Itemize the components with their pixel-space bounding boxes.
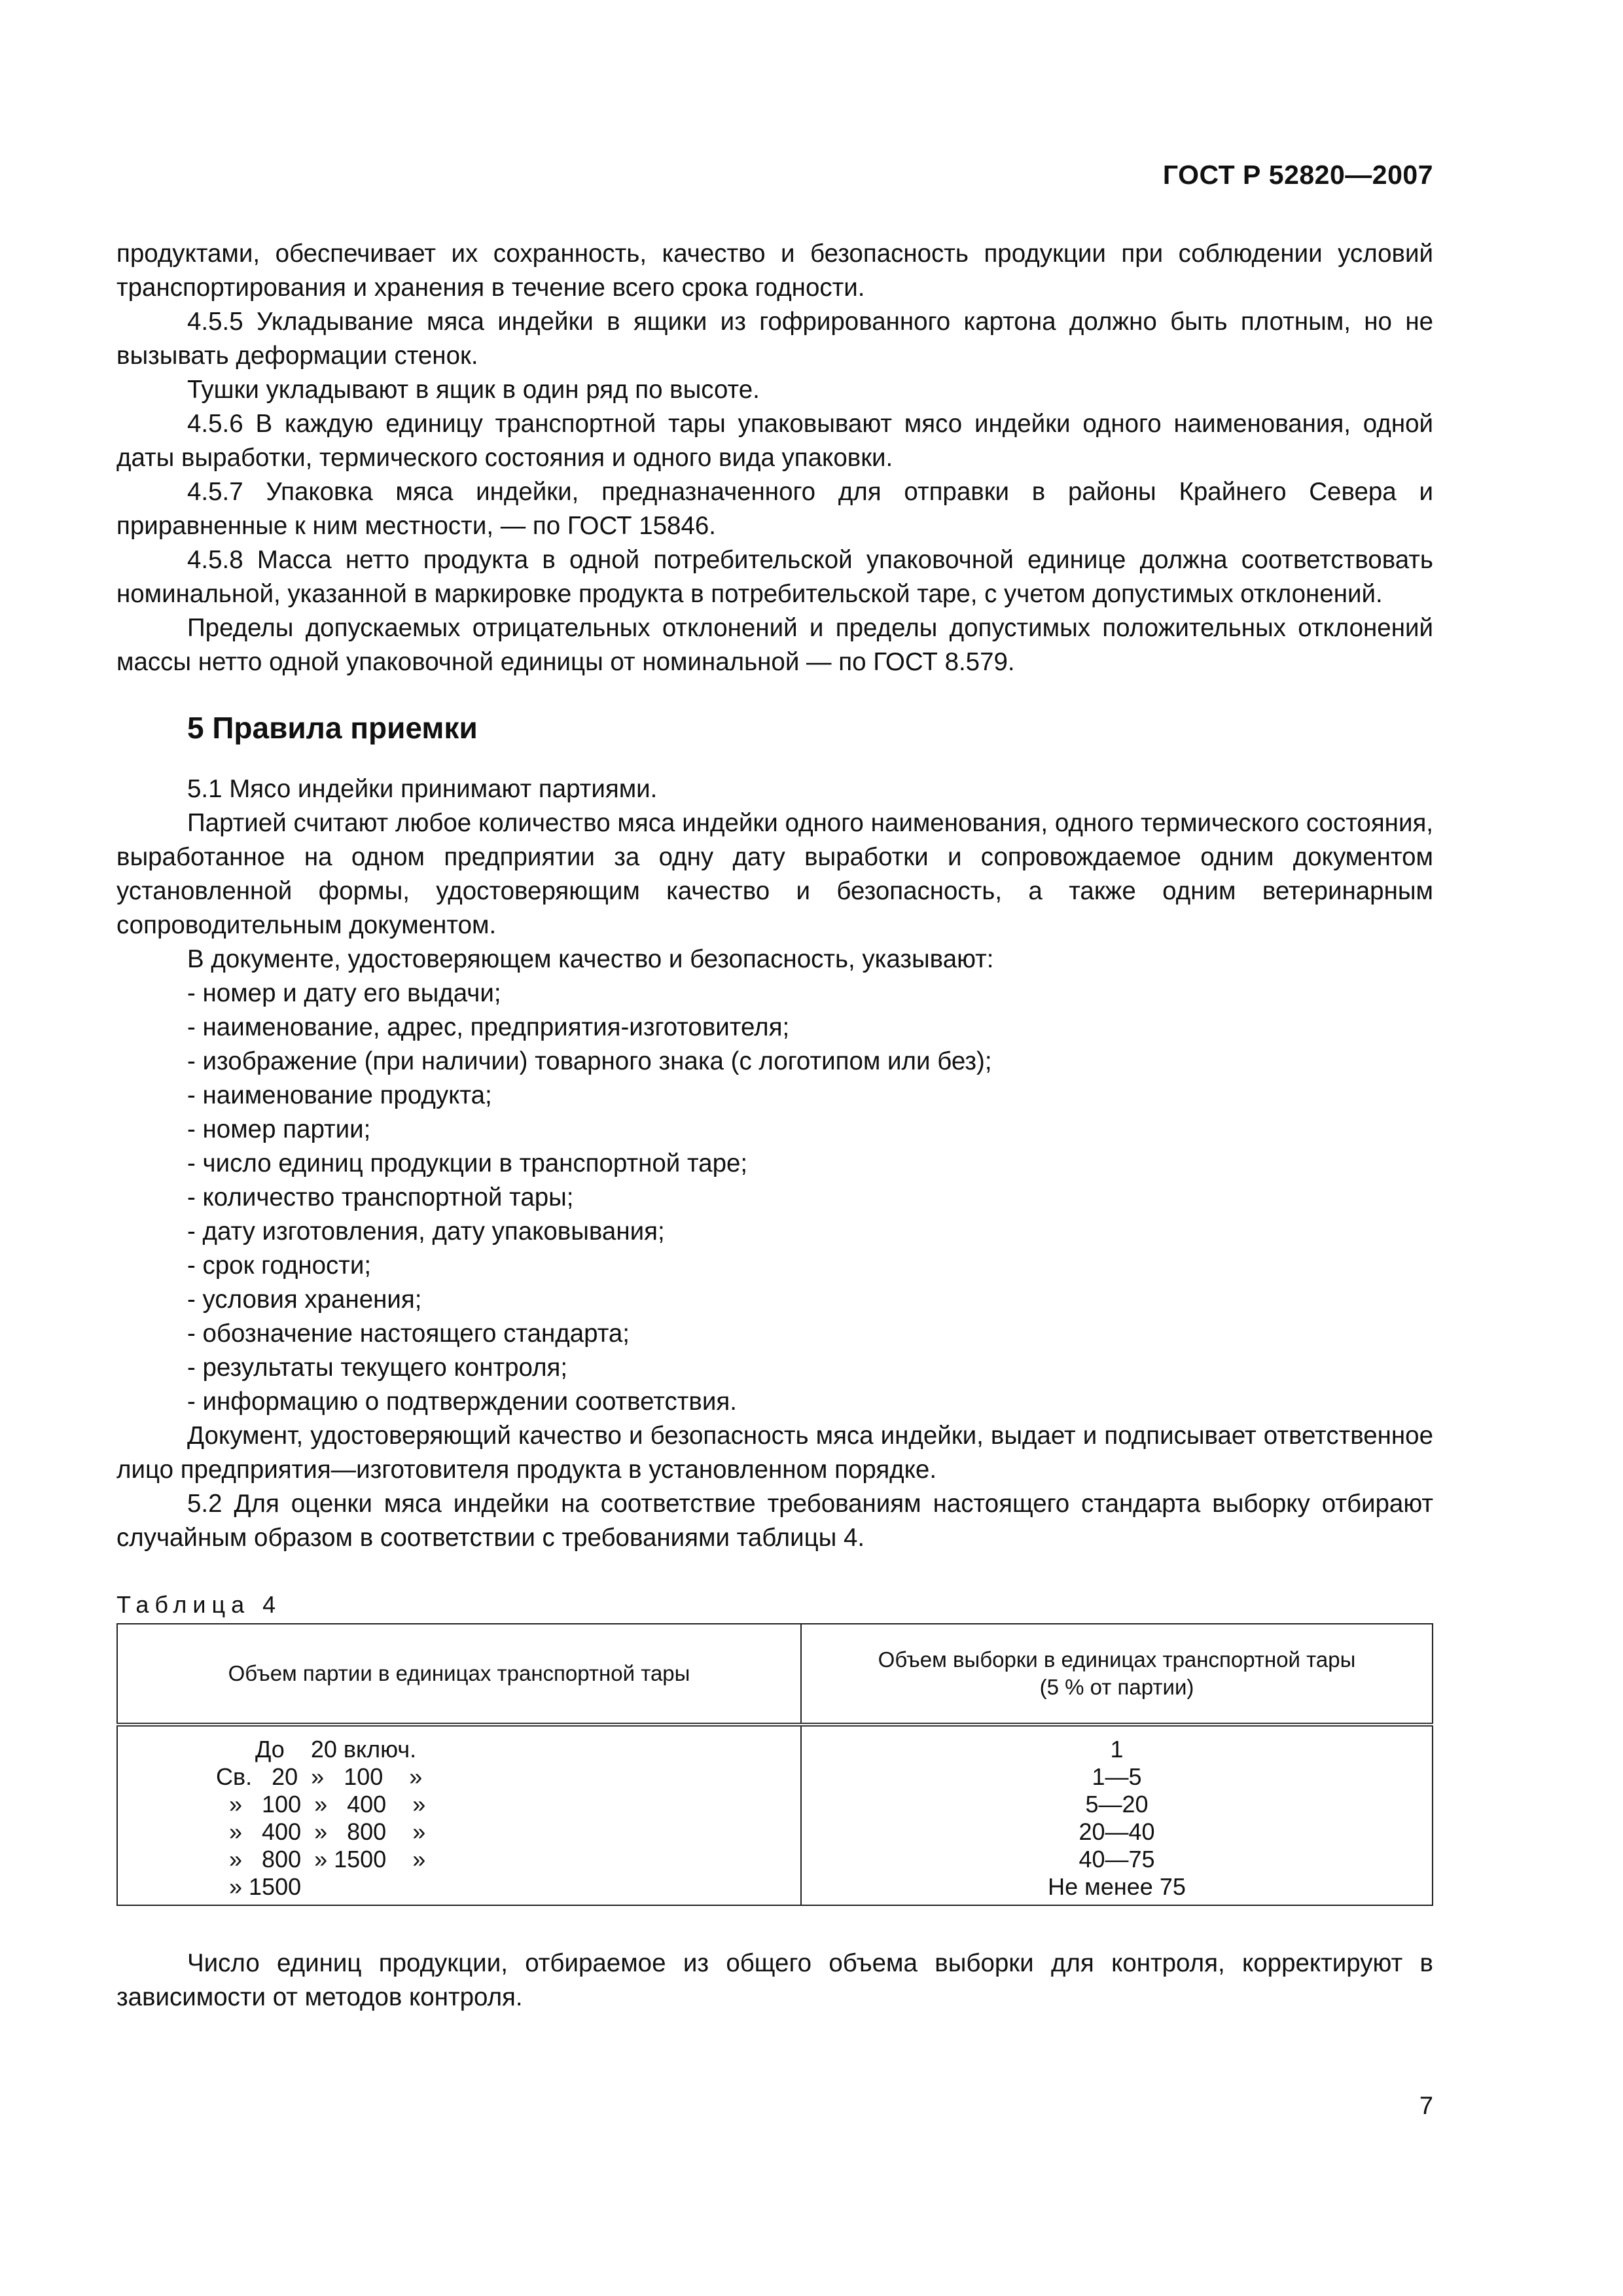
page-number: 7 [1419, 2092, 1433, 2120]
paragraph: Партией считают любое количество мяса индейки одного наименования, одного термического состояния, выработанное на одном предприятии за одну дату выработки и сопровождаемое одним документом установленной формы, удостоверяющим качество и безопасность, а также одним ветеринарным сопроводительным документом. [116, 809, 1433, 939]
sample-value: 1—5 [1092, 1763, 1142, 1790]
paragraph: 4.5.7 Упаковка мяса индейки, предназначенного для отправки в районы Крайнего Севера и приравненные к ним местности, — по ГОСТ 15846. [116, 478, 1433, 540]
range-value: » 400 » 800 » [216, 1818, 426, 1845]
list-item: - срок годности; [187, 1251, 372, 1280]
list-item: - число единиц продукции в транспортной таре; [187, 1149, 748, 1177]
paragraph: В документе, удостоверяющем качество и безопасность, указывают: [187, 945, 994, 973]
paragraph: 5.1 Мясо индейки принимают партиями. [187, 775, 658, 803]
list-item: - обозначение настоящего стандарта; [187, 1319, 630, 1348]
document-body [116, 237, 1433, 2015]
paragraph: Тушки укладывают в ящик в один ряд по высоте. [187, 376, 760, 404]
range-value: » 800 » 1500 » [216, 1846, 426, 1873]
list-item: - наименование, адрес, предприятия-изготовителя; [187, 1013, 790, 1041]
table-header-lot-size: Объем партии в единицах транспортной тары [117, 1624, 801, 1725]
sample-value: Не менее 75 [1048, 1873, 1186, 1900]
list-item: - номер и дату его выдачи; [187, 979, 501, 1007]
list-item: - наименование продукта; [187, 1081, 492, 1109]
range-value: » 100 » 400 » [216, 1791, 426, 1818]
sample-value: 1 [1110, 1736, 1124, 1763]
range-value: » 1500 [216, 1873, 302, 1900]
lot-size-cell [117, 1725, 801, 1905]
list-item: - условия хранения; [187, 1285, 422, 1314]
paragraph: продуктами, обеспечивает их сохранность, качество и безопасность продукции при соблюдении условий транспортирования и хранения в течение всего срока годности. [116, 240, 1433, 302]
list-item: - номер партии; [187, 1115, 371, 1143]
document-code: ГОСТ Р 52820—2007 [1162, 160, 1433, 190]
list-item: - результаты текущего контроля; [187, 1354, 568, 1382]
paragraph: Число единиц продукции, отбираемое из общего объема выборки для контроля, корректируют в зависимости от методов контроля. [116, 1949, 1433, 2011]
section-title: 5 Правила приемки [187, 711, 478, 745]
list-item: - дату изготовления, дату упаковывания; [187, 1217, 665, 1246]
sample-value: 5—20 [1085, 1791, 1149, 1818]
sample-value: 40—75 [1079, 1846, 1155, 1873]
table-header-sample-size [801, 1624, 1433, 1725]
sample-value: 20—40 [1079, 1818, 1155, 1845]
sampling-table [116, 1623, 1433, 1906]
requirements-list [116, 977, 1433, 1419]
header-line: Объем выборки в единицах транспортной тары [878, 1647, 1356, 1672]
range-value: До 20 включ. [216, 1736, 417, 1763]
paragraph: Пределы допускаемых отрицательных отклонений и пределы допустимых положительных отклонений массы нетто одной упаковочной единицы от номинальной — по ГОСТ 8.579. [116, 614, 1433, 676]
list-item: - количество транспортной тары; [187, 1183, 574, 1211]
paragraph: 4.5.5 Укладывание мяса индейки в ящики из гофрированного картона должно быть плотным, но не вызывать деформации стенок. [116, 308, 1433, 370]
paragraph: 5.2 Для оценки мяса индейки на соответствие требованиям настоящего стандарта выборку отбирают случайным образом в соответствии с требованиями таблицы 4. [116, 1490, 1433, 1552]
list-item: - изображение (при наличии) товарного знака (с логотипом или без); [187, 1047, 992, 1075]
table-caption: Таблица 4 [116, 1591, 282, 1618]
paragraph: Документ, удостоверяющий качество и безопасность мяса индейки, выдает и подписывает ответственное лицо предприятия—изготовителя продукта в установленном порядке. [116, 1422, 1433, 1484]
header-line: (5 % от партии) [1039, 1675, 1194, 1699]
range-value: Св. 20 » 100 » [216, 1763, 423, 1790]
sample-size-cell [801, 1725, 1433, 1905]
table-row [117, 1725, 1433, 1905]
paragraph: 4.5.6 В каждую единицу транспортной тары упаковывают мясо индейки одного наименования, одной даты выработки, термического состояния и одного вида упаковки. [116, 410, 1433, 472]
paragraph: 4.5.8 Масса нетто продукта в одной потребительской упаковочной единице должна соответствовать номинальной, указанной в маркировке продукта в потребительской таре, с учетом допустимых отклонений. [116, 546, 1433, 608]
list-item: - информацию о подтверждении соответствия. [187, 1388, 737, 1416]
